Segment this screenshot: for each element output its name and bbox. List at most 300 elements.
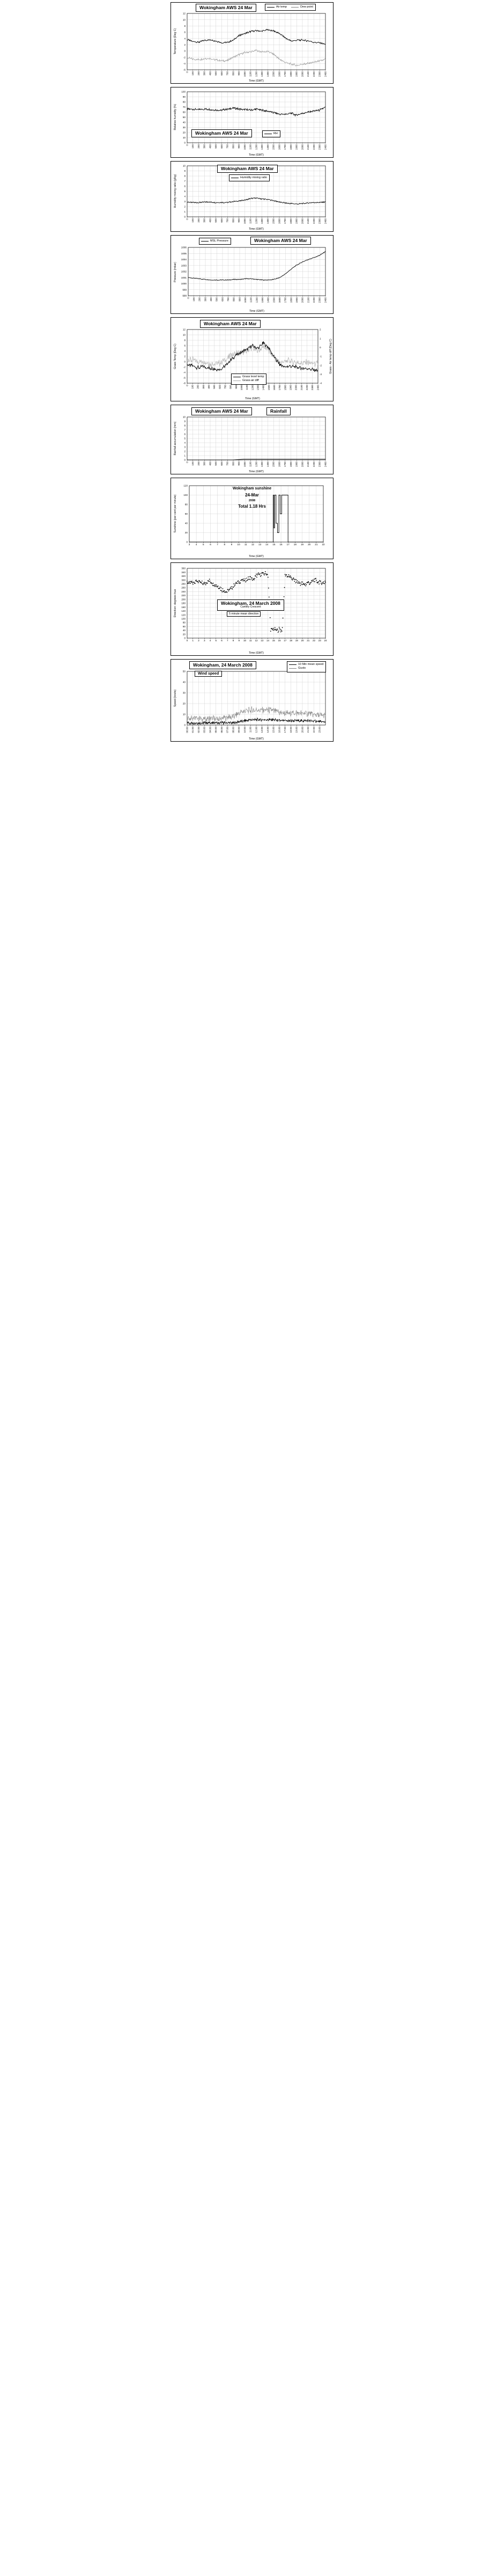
sunshine-title-line3: 2008 xyxy=(248,499,256,502)
svg-text:1800: 1800 xyxy=(284,385,287,391)
svg-text:2: 2 xyxy=(184,43,186,46)
svg-text:10: 10 xyxy=(182,164,186,167)
svg-text:1000: 1000 xyxy=(243,218,246,224)
svg-text:60: 60 xyxy=(184,513,188,516)
svg-text:9: 9 xyxy=(184,170,186,173)
svg-text:1600: 1600 xyxy=(278,462,281,467)
panel-humidity-mixing-ratio xyxy=(171,161,333,232)
panel-sunshine xyxy=(171,478,333,559)
axis-title-x: Time (GMT) xyxy=(249,79,264,83)
svg-text:300: 300 xyxy=(204,297,207,302)
svg-text:500: 500 xyxy=(214,71,218,76)
svg-text:1200: 1200 xyxy=(255,144,258,150)
svg-text:1600: 1600 xyxy=(278,218,281,224)
svg-text:1100: 1100 xyxy=(249,462,252,467)
svg-text:1500: 1500 xyxy=(272,297,276,303)
svg-text:2: 2 xyxy=(184,450,186,453)
svg-text:80: 80 xyxy=(184,503,188,506)
svg-text:14: 14 xyxy=(266,639,270,642)
svg-text:1900: 1900 xyxy=(295,297,299,303)
axis-title-x: Time (GMT) xyxy=(249,228,264,231)
svg-text:900: 900 xyxy=(238,71,241,76)
panel-title: Wokingham AWS 24 Mar xyxy=(200,320,261,328)
legend-item xyxy=(201,239,228,243)
svg-text:6: 6 xyxy=(184,433,186,436)
svg-text:300: 300 xyxy=(203,218,206,223)
svg-text:400: 400 xyxy=(209,218,212,223)
svg-text:700: 700 xyxy=(227,297,230,302)
legend-label: Grass level temp xyxy=(242,375,264,378)
svg-text:1800: 1800 xyxy=(289,144,292,150)
svg-text:100: 100 xyxy=(191,462,195,466)
svg-text:700: 700 xyxy=(226,71,229,76)
axis-title-y-left: Grass Temp (Deg C) xyxy=(174,343,177,369)
svg-text:50: 50 xyxy=(182,670,186,673)
svg-text:2300: 2300 xyxy=(318,71,321,77)
svg-text:4: 4 xyxy=(209,639,211,642)
svg-text:4: 4 xyxy=(184,349,186,353)
svg-text:-4: -4 xyxy=(320,382,322,385)
svg-text:280: 280 xyxy=(181,582,186,586)
svg-text:600: 600 xyxy=(220,462,223,466)
svg-text:8: 8 xyxy=(224,543,226,546)
svg-text:20: 20 xyxy=(182,633,186,636)
legend-label: Gusts xyxy=(298,667,306,670)
svg-text:800: 800 xyxy=(232,297,235,302)
svg-text:8: 8 xyxy=(184,174,186,178)
svg-text:999: 999 xyxy=(182,288,187,291)
svg-text:21: 21 xyxy=(315,543,318,546)
svg-text:-4: -4 xyxy=(183,62,186,65)
svg-text:400: 400 xyxy=(209,144,212,149)
svg-text:3: 3 xyxy=(184,445,186,449)
svg-text:1700: 1700 xyxy=(284,144,287,150)
axis-title-x: Time (GMT) xyxy=(249,310,264,313)
svg-text:22:00: 22:00 xyxy=(312,727,315,733)
svg-text:-6: -6 xyxy=(183,68,186,71)
svg-text:0: 0 xyxy=(186,71,189,73)
svg-text:-4: -4 xyxy=(183,371,186,374)
svg-text:8: 8 xyxy=(232,639,234,642)
svg-text:800: 800 xyxy=(229,385,232,389)
svg-text:160: 160 xyxy=(181,605,186,609)
svg-text:05:00: 05:00 xyxy=(214,727,218,733)
svg-text:0: 0 xyxy=(184,636,186,640)
svg-text:700: 700 xyxy=(226,462,229,466)
svg-text:8: 8 xyxy=(184,24,186,27)
svg-text:80: 80 xyxy=(182,100,186,104)
svg-text:00:00: 00:00 xyxy=(186,727,189,733)
svg-text:1900: 1900 xyxy=(289,385,292,391)
legend-label: MSL Pressure xyxy=(210,239,228,243)
axis-title-x: Time (GMT) xyxy=(249,737,264,741)
svg-text:1200: 1200 xyxy=(251,385,254,391)
panel-title: Wokingham AWS 24 Mar xyxy=(191,407,252,415)
svg-text:100: 100 xyxy=(181,90,186,93)
svg-text:21: 21 xyxy=(307,639,310,642)
svg-text:1000: 1000 xyxy=(243,71,246,77)
svg-text:22: 22 xyxy=(322,543,325,546)
svg-text:800: 800 xyxy=(232,144,235,149)
legend-item xyxy=(264,132,278,136)
svg-text:0: 0 xyxy=(186,218,189,220)
legend-swatch-gusts xyxy=(289,668,297,669)
svg-text:8: 8 xyxy=(184,424,186,427)
svg-text:340: 340 xyxy=(181,570,186,574)
svg-text:19:00: 19:00 xyxy=(295,727,298,733)
svg-text:100: 100 xyxy=(191,385,194,389)
svg-text:-1: -1 xyxy=(320,355,322,358)
svg-text:12: 12 xyxy=(255,639,258,642)
svg-text:18: 18 xyxy=(289,639,293,642)
svg-text:1300: 1300 xyxy=(261,297,264,303)
legend-swatch-grass-air-diff xyxy=(233,380,241,381)
svg-text:2: 2 xyxy=(184,355,186,358)
axis-title-y: Rainfall accumulation (mm) xyxy=(174,421,177,456)
svg-text:900: 900 xyxy=(238,218,241,223)
svg-text:8: 8 xyxy=(184,339,186,342)
svg-text:2200: 2200 xyxy=(306,385,309,391)
svg-text:21:00: 21:00 xyxy=(307,727,310,733)
svg-text:2100: 2100 xyxy=(307,462,310,467)
svg-text:40: 40 xyxy=(182,629,186,632)
axis-title-y: Direction: degrees true xyxy=(174,589,177,618)
svg-text:70: 70 xyxy=(182,106,186,109)
svg-text:2100: 2100 xyxy=(300,385,303,391)
svg-text:0: 0 xyxy=(186,639,188,642)
svg-text:200: 200 xyxy=(197,144,200,149)
svg-text:1500: 1500 xyxy=(272,462,275,467)
svg-text:300: 300 xyxy=(203,71,206,76)
svg-text:4: 4 xyxy=(184,441,186,444)
svg-text:20: 20 xyxy=(182,131,186,134)
svg-text:5: 5 xyxy=(215,639,217,642)
svg-text:10: 10 xyxy=(182,713,186,716)
svg-text:400: 400 xyxy=(210,297,213,302)
temperature-chart xyxy=(171,3,334,83)
axis-title-y: Humidity mixing ratio (g/kg) xyxy=(174,174,177,208)
sunshine-title-line2: 24-Mar xyxy=(245,493,259,497)
svg-text:2000: 2000 xyxy=(301,462,304,467)
svg-text:5: 5 xyxy=(184,190,186,193)
svg-text:1400: 1400 xyxy=(262,385,265,391)
svg-text:700: 700 xyxy=(224,385,227,389)
svg-text:19: 19 xyxy=(295,639,298,642)
svg-text:10: 10 xyxy=(243,639,247,642)
svg-text:400: 400 xyxy=(209,71,212,76)
svg-text:23: 23 xyxy=(318,639,321,642)
svg-text:1300: 1300 xyxy=(261,71,264,77)
svg-text:20: 20 xyxy=(182,702,186,705)
svg-text:1000: 1000 xyxy=(243,462,246,467)
svg-text:7: 7 xyxy=(226,639,228,642)
svg-text:2100: 2100 xyxy=(307,218,310,224)
svg-text:1: 1 xyxy=(192,639,194,642)
svg-text:500: 500 xyxy=(213,385,216,389)
svg-text:500: 500 xyxy=(214,218,218,223)
svg-text:900: 900 xyxy=(238,462,241,466)
direction-note: 5 minute mean direction xyxy=(227,611,261,617)
svg-text:01:00: 01:00 xyxy=(191,727,195,733)
svg-text:16: 16 xyxy=(279,543,283,546)
svg-text:1100: 1100 xyxy=(249,297,253,303)
svg-text:1500: 1500 xyxy=(272,71,275,77)
svg-text:24: 24 xyxy=(324,639,327,642)
panel-title: Wokingham AWS 24 Mar xyxy=(217,165,278,173)
svg-text:2000: 2000 xyxy=(301,144,304,150)
axis-title-x: Time (GMT) xyxy=(249,470,264,473)
svg-text:2300: 2300 xyxy=(318,297,321,303)
svg-text:300: 300 xyxy=(181,579,186,582)
svg-text:16: 16 xyxy=(278,639,281,642)
svg-text:13:00: 13:00 xyxy=(261,727,264,733)
svg-text:10: 10 xyxy=(182,136,186,140)
svg-text:200: 200 xyxy=(196,385,199,389)
svg-text:6: 6 xyxy=(221,639,223,642)
svg-text:10: 10 xyxy=(182,18,186,21)
svg-text:20: 20 xyxy=(184,531,188,535)
svg-text:120: 120 xyxy=(183,484,188,487)
svg-text:1: 1 xyxy=(184,454,186,457)
svg-text:0: 0 xyxy=(187,297,190,299)
pressure-chart xyxy=(171,236,334,313)
svg-text:200: 200 xyxy=(197,218,200,223)
svg-text:1300: 1300 xyxy=(261,462,264,467)
svg-text:-8: -8 xyxy=(183,382,186,385)
svg-text:900: 900 xyxy=(234,385,238,389)
svg-text:1000: 1000 xyxy=(244,297,247,303)
legend-swatch-dew-point xyxy=(291,7,299,8)
svg-text:7: 7 xyxy=(184,180,186,183)
svg-text:-2: -2 xyxy=(183,56,186,59)
legend xyxy=(262,130,280,137)
svg-text:1700: 1700 xyxy=(284,218,287,224)
svg-text:3: 3 xyxy=(203,639,205,642)
svg-text:17:00: 17:00 xyxy=(284,727,287,733)
svg-text:1002: 1002 xyxy=(181,270,187,273)
svg-text:10:00: 10:00 xyxy=(243,727,246,733)
panel-subtitle: Wind speed xyxy=(195,671,222,677)
sunshine-title-line1: Wokingham sunshine xyxy=(232,487,272,491)
svg-text:600: 600 xyxy=(218,385,221,389)
panel-pressure xyxy=(171,235,333,314)
svg-text:90: 90 xyxy=(182,96,186,99)
svg-text:6: 6 xyxy=(184,344,186,347)
legend-item xyxy=(289,667,323,670)
legend xyxy=(229,174,270,181)
svg-text:100: 100 xyxy=(181,617,186,620)
svg-text:1400: 1400 xyxy=(266,71,269,77)
svg-text:1005: 1005 xyxy=(181,252,187,255)
svg-text:9: 9 xyxy=(231,543,233,546)
svg-text:1500: 1500 xyxy=(272,144,275,150)
svg-text:0: 0 xyxy=(184,360,186,363)
svg-text:11: 11 xyxy=(244,543,247,546)
svg-text:400: 400 xyxy=(209,462,212,466)
panel-title: Wokingham AWS 24 Mar xyxy=(250,237,311,245)
svg-text:300: 300 xyxy=(203,462,206,466)
axis-title-y: Sunshine (per cent per minute) xyxy=(174,494,177,533)
panel-wind-speed xyxy=(171,659,333,742)
svg-text:16:00: 16:00 xyxy=(278,727,281,733)
svg-text:0: 0 xyxy=(186,462,189,463)
svg-text:-2: -2 xyxy=(320,364,322,367)
svg-text:1400: 1400 xyxy=(266,218,269,224)
svg-text:60: 60 xyxy=(182,111,186,114)
svg-text:10: 10 xyxy=(182,415,186,419)
svg-text:6: 6 xyxy=(184,185,186,188)
legend-label: Air temp xyxy=(276,5,287,9)
panel-grass-temperature xyxy=(171,317,333,401)
panel-title: Wokingham AWS 24 Mar xyxy=(191,129,252,137)
svg-text:15: 15 xyxy=(272,639,275,642)
svg-text:100: 100 xyxy=(191,218,195,223)
svg-text:50: 50 xyxy=(182,116,186,119)
svg-text:10: 10 xyxy=(182,333,186,336)
svg-text:2100: 2100 xyxy=(307,144,310,150)
svg-text:300: 300 xyxy=(203,144,206,149)
svg-text:30: 30 xyxy=(182,691,186,694)
svg-text:14:00: 14:00 xyxy=(266,727,269,733)
svg-text:20:00: 20:00 xyxy=(301,727,304,733)
svg-text:100: 100 xyxy=(191,71,195,76)
svg-text:1004: 1004 xyxy=(181,258,187,261)
svg-text:1000: 1000 xyxy=(181,282,187,286)
svg-text:4: 4 xyxy=(195,543,197,546)
svg-text:998: 998 xyxy=(182,294,187,297)
legend-label: RH xyxy=(273,132,278,135)
svg-text:240: 240 xyxy=(181,590,186,593)
svg-text:11:00: 11:00 xyxy=(249,727,252,733)
svg-text:1600: 1600 xyxy=(273,385,276,391)
grass-chart xyxy=(171,318,334,401)
svg-text:2: 2 xyxy=(320,328,321,331)
svg-text:19: 19 xyxy=(300,543,304,546)
svg-text:1800: 1800 xyxy=(290,297,293,303)
svg-text:1200: 1200 xyxy=(255,462,258,467)
svg-text:2300: 2300 xyxy=(318,462,321,467)
svg-text:17: 17 xyxy=(284,639,287,642)
legend-label: Grass-air diff xyxy=(242,379,259,383)
svg-text:2400: 2400 xyxy=(324,462,327,467)
svg-text:1: 1 xyxy=(320,337,321,340)
legend xyxy=(231,374,266,385)
svg-text:260: 260 xyxy=(181,586,186,589)
svg-text:18:00: 18:00 xyxy=(289,727,292,733)
svg-text:2100: 2100 xyxy=(307,297,310,303)
svg-text:700: 700 xyxy=(226,144,229,149)
svg-text:1200: 1200 xyxy=(255,218,258,224)
svg-text:800: 800 xyxy=(232,462,235,466)
panel-wind-direction xyxy=(171,562,333,656)
svg-text:2200: 2200 xyxy=(313,297,316,303)
svg-text:900: 900 xyxy=(238,144,241,149)
svg-text:1500: 1500 xyxy=(272,218,275,224)
svg-text:1: 1 xyxy=(184,210,186,214)
axis-title-y: Temperature (Deg C) xyxy=(174,28,177,55)
svg-text:500: 500 xyxy=(214,462,218,466)
svg-text:0: 0 xyxy=(184,723,186,727)
legend-label: 10 Min mean speed xyxy=(298,663,324,666)
svg-text:1100: 1100 xyxy=(249,144,252,150)
svg-text:1400: 1400 xyxy=(266,462,269,467)
svg-text:11: 11 xyxy=(249,639,252,642)
svg-text:200: 200 xyxy=(198,297,201,302)
svg-text:1100: 1100 xyxy=(246,385,249,390)
svg-text:9: 9 xyxy=(184,420,186,423)
legend-label: Dew point xyxy=(300,5,314,9)
svg-text:1200: 1200 xyxy=(255,71,258,77)
svg-text:0: 0 xyxy=(186,144,189,146)
svg-text:40: 40 xyxy=(182,680,186,684)
svg-text:600: 600 xyxy=(220,218,223,223)
svg-text:1300: 1300 xyxy=(261,144,264,150)
sunshine-total: Total 1.18 Hrs xyxy=(238,504,266,509)
legend xyxy=(265,4,316,11)
svg-text:1300: 1300 xyxy=(261,218,264,224)
svg-text:0: 0 xyxy=(184,141,186,144)
legend xyxy=(199,238,231,245)
axis-title-x: Time (GMT) xyxy=(249,555,264,558)
svg-text:13: 13 xyxy=(261,639,264,642)
svg-text:40: 40 xyxy=(184,522,188,525)
svg-text:1600: 1600 xyxy=(278,71,281,77)
svg-text:1700: 1700 xyxy=(284,462,287,467)
svg-text:0: 0 xyxy=(186,540,188,544)
svg-text:08:00: 08:00 xyxy=(232,727,235,733)
axis-title-y-right: Grass - Air temp diff (Deg C) xyxy=(329,339,332,374)
svg-text:1100: 1100 xyxy=(249,71,252,77)
svg-text:2200: 2200 xyxy=(312,218,315,224)
svg-text:100: 100 xyxy=(192,297,196,302)
svg-text:140: 140 xyxy=(181,610,186,613)
axis-title-x: Time (GMT) xyxy=(249,153,264,157)
svg-text:3: 3 xyxy=(188,543,190,546)
svg-text:2400: 2400 xyxy=(316,385,320,391)
rh-chart xyxy=(171,87,334,157)
svg-text:5: 5 xyxy=(203,543,204,546)
svg-text:120: 120 xyxy=(181,613,186,617)
svg-text:1700: 1700 xyxy=(284,297,287,303)
svg-text:4: 4 xyxy=(184,195,186,198)
svg-text:2200: 2200 xyxy=(312,144,315,150)
legend-item xyxy=(233,375,264,379)
svg-text:2400: 2400 xyxy=(324,218,327,224)
svg-text:22: 22 xyxy=(312,639,316,642)
svg-text:400: 400 xyxy=(207,385,211,389)
svg-text:1003: 1003 xyxy=(181,264,187,267)
svg-text:1006: 1006 xyxy=(181,246,187,249)
svg-text:800: 800 xyxy=(232,218,235,223)
svg-text:600: 600 xyxy=(221,297,224,302)
svg-text:12: 12 xyxy=(182,12,186,15)
svg-text:1900: 1900 xyxy=(295,218,298,224)
svg-text:500: 500 xyxy=(215,297,218,302)
svg-text:2100: 2100 xyxy=(307,71,310,77)
svg-text:2000: 2000 xyxy=(301,218,304,224)
svg-text:2000: 2000 xyxy=(301,297,304,303)
svg-text:0: 0 xyxy=(320,346,321,349)
svg-text:1800: 1800 xyxy=(289,462,292,467)
svg-text:100: 100 xyxy=(191,144,195,149)
svg-text:1900: 1900 xyxy=(295,462,298,467)
svg-text:900: 900 xyxy=(238,297,241,302)
svg-text:1400: 1400 xyxy=(266,144,269,150)
panel-title: Wokingham, 24 March 2008 xyxy=(189,661,256,669)
svg-text:1600: 1600 xyxy=(278,144,281,150)
legend-label: Humidity mixing ratio xyxy=(240,176,268,179)
legend-item xyxy=(233,379,264,383)
